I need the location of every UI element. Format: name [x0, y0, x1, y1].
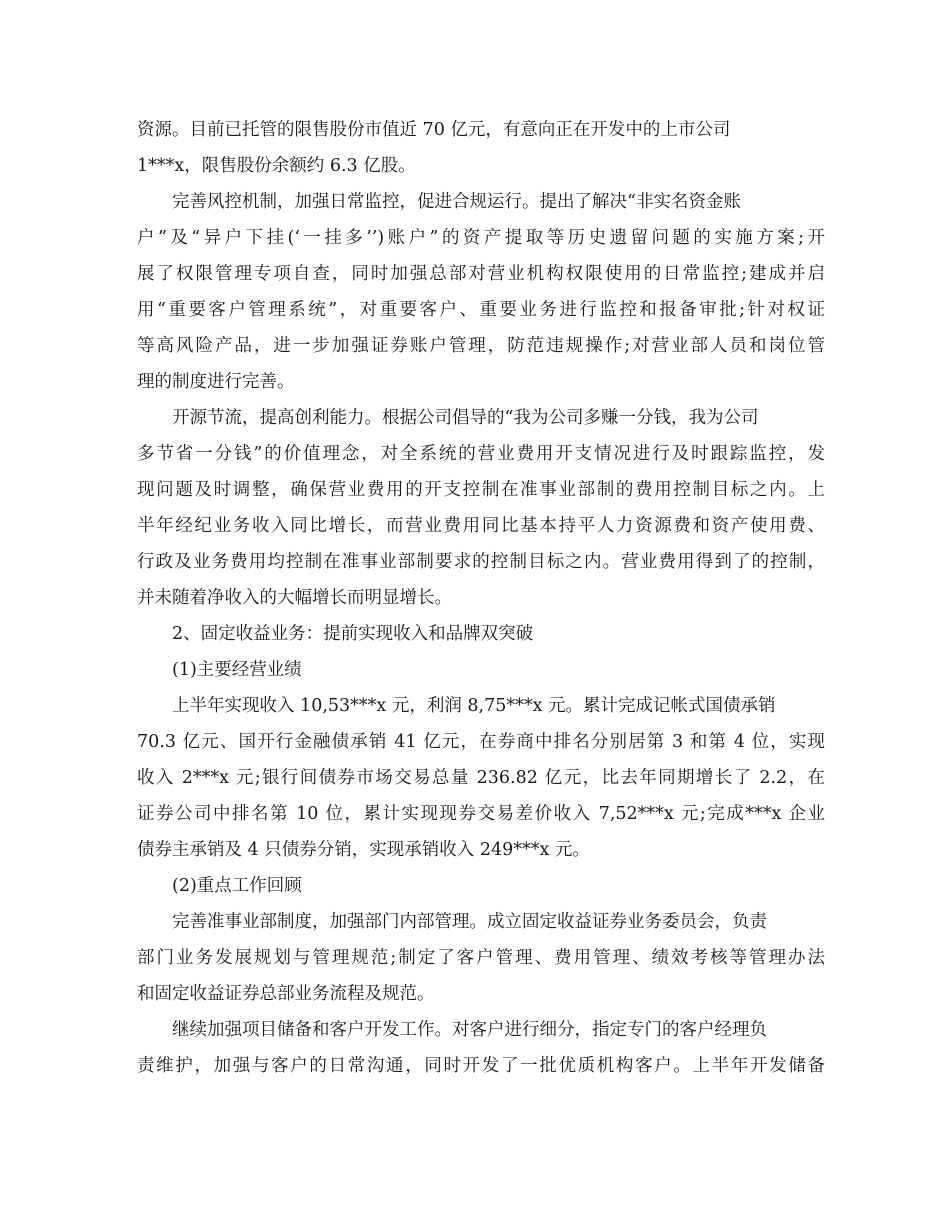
text-line: 用“重要客户管理系统”，对重要客户、重要业务进行监控和报备审批;针对权证	[137, 300, 825, 320]
text-line: 收入 2***x 元;银行间债券市场交易总量 236.82 亿元，比去年同期增长了 2.2，在	[137, 768, 825, 788]
text-line: 开源节流，提高创利能力。根据公司倡导的“我为公司多赚一分钱，我为公司	[172, 408, 759, 428]
text-line: 展了权限管理专项自查，同时加强总部对营业机构权限使用的日常监控;建成并启	[137, 264, 825, 284]
text-line: (1)主要经营业绩	[172, 660, 302, 680]
text-line: 理的制度进行完善。	[137, 372, 295, 392]
text-line: 现问题及时调整，确保营业费用的开支控制在准事业部制的费用控制目标之内。上	[137, 480, 825, 500]
text-line: 债券主承销及 4 只债券分销，实现承销收入 249***x 元。	[137, 840, 590, 860]
text-line: 资源。目前已托管的限售股份市值近 70 亿元，有意向正在开发中的上市公司	[137, 120, 731, 140]
text-line: 和固定收益证券总部业务流程及规范。	[137, 984, 435, 1004]
text-line: 并未随着净收入的大幅增长而明显增长。	[137, 588, 452, 608]
text-line: 多节省一分钱”的价值理念，对全系统的营业费用开支情况进行及时跟踪监控，发	[137, 444, 825, 464]
document-body	[137, 112, 825, 1084]
text-line: 70.3 亿元、国开行金融债承销 41 亿元，在券商中排名分别居第 3 和第 4 位，实现	[137, 732, 825, 752]
text-line: 半年经纪业务收入同比增长，而营业费用同比基本持平人力资源费和资产使用费、	[137, 516, 825, 536]
text-line: 行政及业务费用均控制在准事业部制要求的控制目标之内。营业费用得到了的控制，	[137, 552, 825, 572]
text-line: 1***x，限售股份余额约 6.3 亿股。	[137, 156, 416, 176]
text-line: 等高风险产品，进一步加强证券账户管理，防范违规操作;对营业部人员和岗位管	[137, 336, 825, 356]
text-line: 部门业务发展规划与管理规范;制定了客户管理、费用管理、绩效考核等管理办法	[137, 948, 825, 968]
text-line: (2)重点工作回顾	[172, 876, 302, 896]
text-line: 继续加强项目储备和客户开发工作。对客户进行细分，指定专门的客户经理负	[172, 1020, 767, 1040]
text-line: 2、固定收益业务：提前实现收入和品牌双突破	[172, 624, 534, 644]
text-line: 上半年实现收入 10,53***x 元，利润 8,75***x 元。累计完成记帐式国债承销	[172, 696, 776, 716]
text-line: 户”及“异户下挂(‘一挂多’’)账户”的资产提取等历史遗留问题的实施方案;开	[137, 228, 825, 248]
text-line: 证券公司中排名第 10 位，累计实现现券交易差价收入 7,52***x 元;完成***x 企业	[137, 804, 825, 824]
text-line: 完善风控机制，加强日常监控，促进合规运行。提出了解决“非实名资金账	[172, 192, 741, 212]
text-line: 责维护，加强与客户的日常沟通，同时开发了一批优质机构客户。上半年开发储备	[137, 1056, 825, 1076]
text-line: 完善准事业部制度，加强部门内部管理。成立固定收益证券业务委员会，负责	[172, 912, 767, 932]
